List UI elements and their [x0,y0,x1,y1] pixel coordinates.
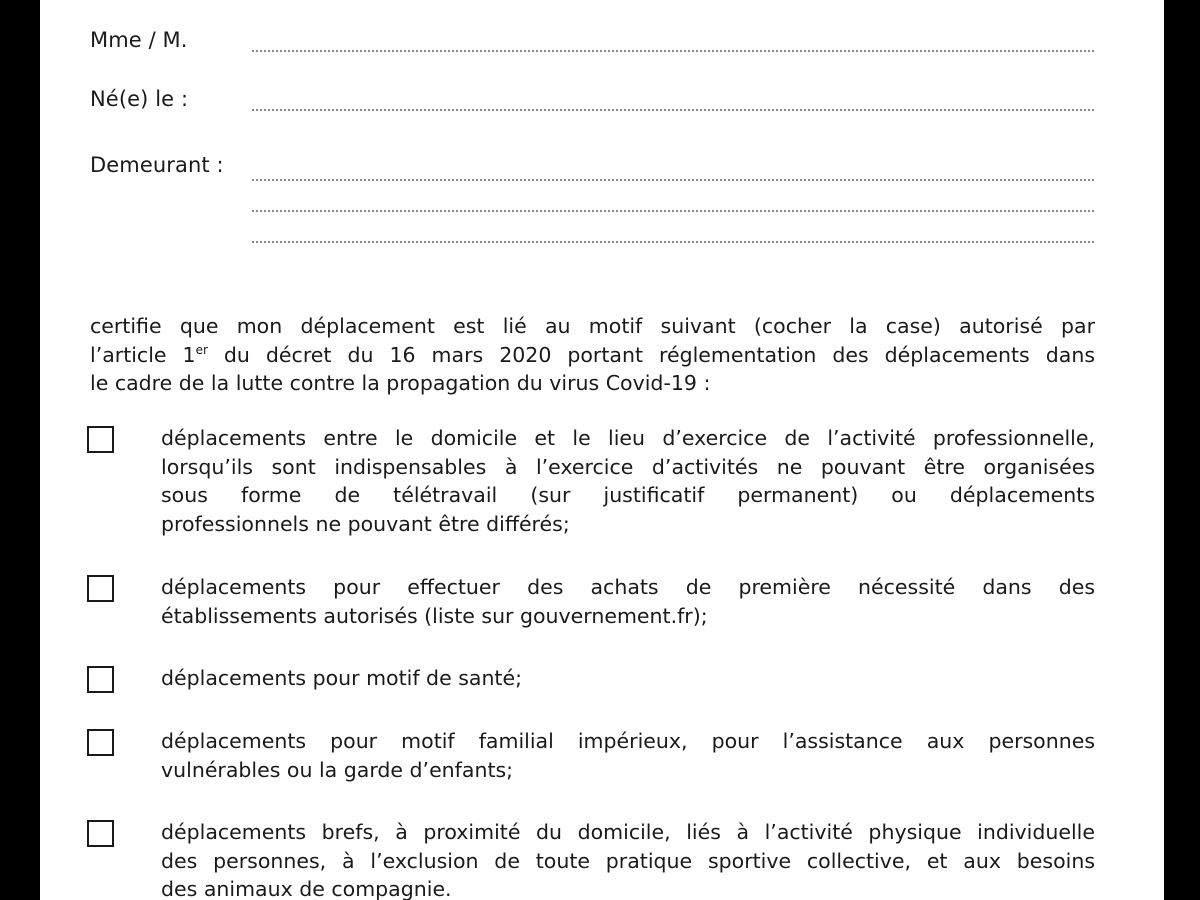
reason-5-line-2: des personnes, à l’exclusion de toute pratique sportive collective, et aux besoins [161,848,1095,873]
address-field-line-2[interactable] [252,210,1094,212]
birth-label: Né(e) le : [90,87,189,111]
address-field-line-1[interactable] [252,179,1094,181]
intro-line-2-b: du décret du 16 mars 2020 portant réglementation des déplacements dans [207,342,1095,367]
birth-field-row [90,87,188,111]
intro-line-3: le cadre de la lutte contre la propagation du virus Covid-19 : [90,371,711,395]
reason-3-text [161,664,1095,693]
attestation-form [40,0,1164,900]
reason-4-line-2: vulnérables ou la garde d’enfants; [161,757,514,782]
reason-1-line-4: professionnels ne pouvant être différés; [161,511,570,536]
address-field-row [90,153,224,177]
reason-4-line-1: déplacements pour motif familial impérieux, pour l’assistance aux personnes [161,729,1095,753]
reason-3-line-1: déplacements pour motif de santé; [161,666,522,690]
reason-2-text [161,573,1095,630]
reason-2-line-1: déplacements pour effectuer des achats de première nécessité dans des [161,575,1095,599]
address-label: Demeurant : [90,153,224,177]
reason-5-line-1: déplacements brefs, à proximité du domicile, liés à l’activité physique individuelle [161,820,1095,844]
checkbox-reason-2[interactable] [87,575,114,602]
reason-5-line-3: des animaux de compagnie. [161,877,452,900]
checkbox-reason-5[interactable] [87,820,114,847]
checkbox-reason-1[interactable] [87,426,114,453]
reason-1-line-2: lorsqu’ils sont indispensables à l’exercice d’activités ne pouvant être organisées [161,454,1095,479]
checkbox-reason-4[interactable] [87,729,114,756]
reason-1-line-3: sous forme de télétravail (sur justificatif permanent) ou déplacements [161,483,1095,507]
intro-line-2-a: l’article 1 [90,342,196,367]
intro-superscript: er [195,342,208,357]
reason-1-line-1: déplacements entre le domicile et le lieu d’exercice de l’activité professionnelle, [161,426,1095,450]
reason-1-text [161,424,1095,538]
intro-line-1: certifie que mon déplacement est lié au motif suivant (cocher la case) autorisé par [90,314,1095,338]
reason-4-text [161,727,1095,784]
reason-5-text [161,818,1095,900]
name-field[interactable] [252,50,1094,52]
address-field-line-3[interactable] [252,241,1094,243]
checkbox-reason-3[interactable] [87,666,114,693]
name-label: Mme / M. [90,28,188,52]
name-field-row [90,28,188,52]
birth-date-field[interactable] [252,109,1094,111]
reason-2-line-2: établissements autorisés (liste sur gouvernement.fr); [161,603,708,628]
intro-line-2 [90,341,1095,370]
certification-paragraph [90,312,1095,398]
